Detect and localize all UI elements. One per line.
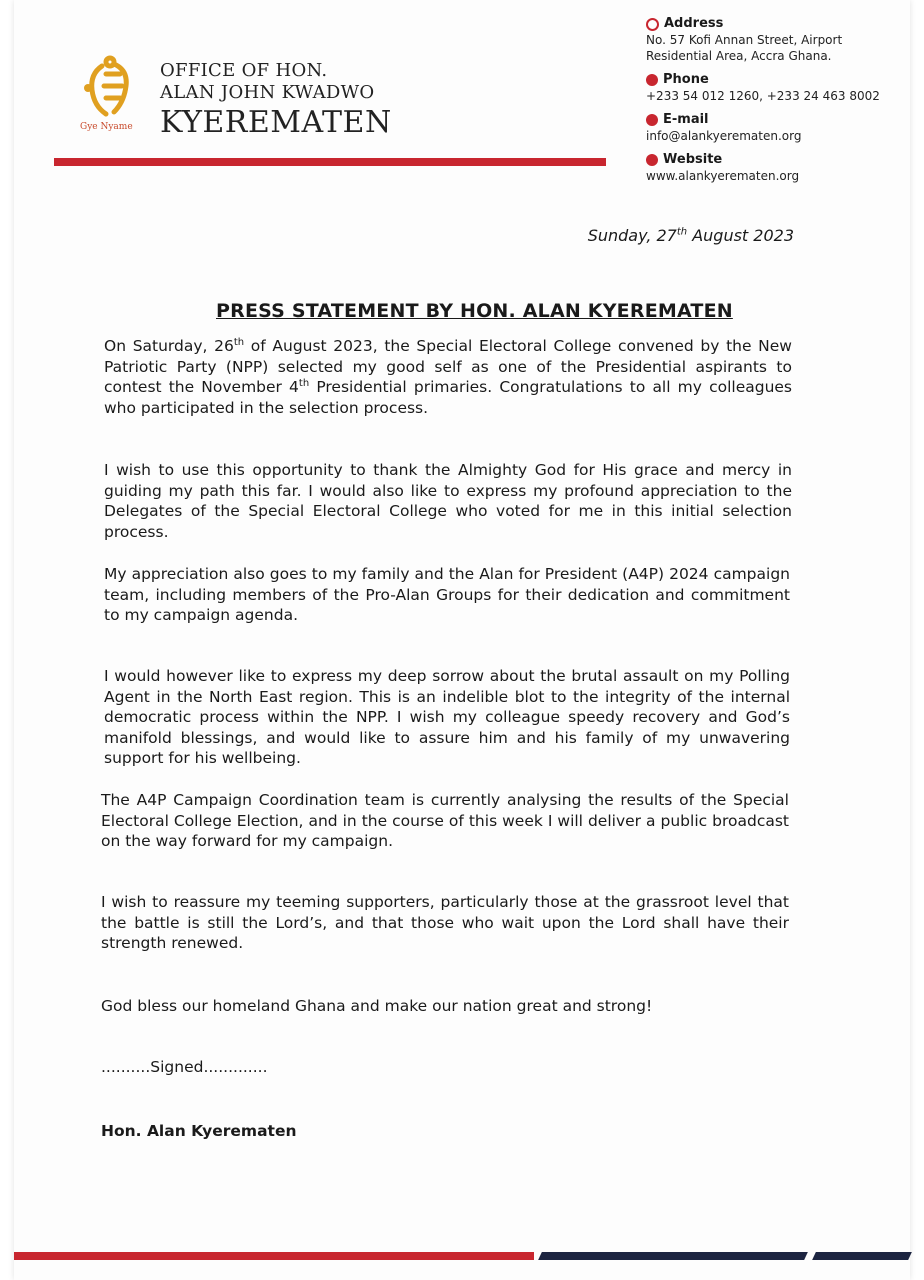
signature-line: ..........Signed.............	[101, 1058, 268, 1076]
logo-caption: Gye Nyame	[80, 122, 133, 132]
phone-label: Phone	[663, 72, 709, 87]
email-label: E-mail	[663, 112, 709, 127]
office-line-2: ALAN JOHN KWADWO	[160, 82, 375, 103]
location-icon	[646, 18, 659, 31]
phone-icon	[646, 74, 658, 86]
office-title	[160, 60, 392, 140]
paragraph-2: I wish to use this opportunity to thank the Almighty God for His grace and mercy in guiding my path this far. I would also like to express my profound appreciation to the Delegates of the Special Electoral College who voted for me in this initial selection process.	[104, 461, 792, 541]
address-value: No. 57 Kofi Annan Street, Airport Residential Area, Accra Ghana.	[646, 33, 843, 63]
contact-email	[646, 112, 896, 144]
paragraph-4: I would however like to express my deep sorrow about the brutal assault on my Polling Agent in the North East region. This is an indelible blot to the integrity of the internal democratic process within the NPP. I wish my colleague speedy recovery and God’s manifold blessings, and would like to assure him and his family of my unwavering support for his wellbeing.	[104, 667, 790, 767]
email-value[interactable]: info@alankyerematen.org	[646, 129, 802, 143]
paragraph-1: On Saturday, 26th of August 2023, the Special Electoral College convened by the New Patriotic Party (NPP) selected my good self as one of the Presidential aspirants to contest the November 4th Presidential primaries. Congratulations to all my colleagues who participated in the selection process.	[104, 336, 793, 417]
paragraph-7: God bless our homeland Ghana and make our nation great and strong!	[101, 997, 653, 1015]
footer-bar-red	[14, 1252, 534, 1260]
signoff-name: Hon. Alan Kyerematen	[101, 1122, 297, 1140]
statement-date: Sunday, 27th August 2023	[587, 226, 794, 245]
website-value[interactable]: www.alankyerematen.org	[646, 169, 800, 183]
contact-address	[646, 16, 896, 64]
office-line-3: KYEREMATEN	[160, 105, 392, 140]
globe-icon	[646, 154, 658, 166]
contact-block	[646, 16, 896, 192]
office-line-1: OFFICE OF HON.	[160, 60, 328, 81]
email-icon	[646, 114, 658, 126]
footer-bar-navy-end	[812, 1252, 912, 1260]
paragraph-3: My appreciation also goes to my family and the Alan for President (A4P) 2024 campaign team, including members of the Pro-Alan Groups for their dedication and commitment to my campaign agenda.	[104, 565, 790, 624]
address-label: Address	[664, 16, 724, 31]
footer-bar-navy	[538, 1252, 808, 1260]
website-label: Website	[663, 152, 723, 167]
document-page	[14, 0, 910, 1280]
letterhead-divider	[54, 158, 606, 166]
paragraph-6: I wish to reassure my teeming supporters, particularly those at the grassroot level that the battle is still the Lord’s, and that those who wait upon the Lord shall have their strength renewed.	[101, 893, 789, 952]
paragraph-5: The A4P Campaign Coordination team is currently analysing the results of the Special Electoral College Election, and in the course of this week I will deliver a public broadcast on the way forward for my campaign.	[101, 791, 789, 850]
phone-value: +233 54 012 1260, +233 24 463 8002	[646, 89, 880, 103]
page-title: PRESS STATEMENT BY HON. ALAN KYEREMATEN	[216, 300, 733, 322]
contact-phone	[646, 72, 896, 104]
contact-website	[646, 152, 896, 184]
